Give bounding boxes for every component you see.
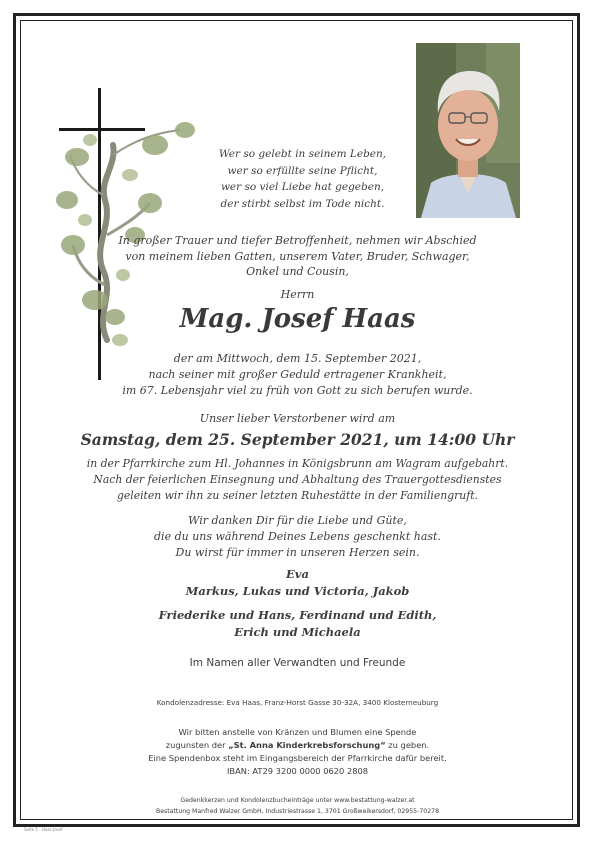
wake-date: Samstag, dem 25. September 2021, um 14:00 Uhr	[80, 430, 515, 449]
ceremony-line: in der Pfarrkirche zum Hl. Johannes in Königsbrunn am Wagram aufgebahrt.	[86, 457, 509, 470]
deceased-name: Mag. Josef Haas	[179, 304, 416, 334]
death-line: im 67. Lebensjahr viel zu früh von Gott zu sich berufen wurde.	[122, 384, 473, 397]
family-group-1	[0, 566, 595, 600]
footer-line: Gedenkkerzen und Kondolenzbucheinträge unter www.bestattung-walzer.at	[180, 797, 415, 804]
relatives-line: Im Namen aller Verwandten und Freunde	[189, 657, 406, 669]
condolence-address: Kondolenzadresse: Eva Haas, Franz-Horst Gasse 30-32A, 3400 Klosterneuburg	[156, 698, 439, 707]
poem-line: wer so erfüllte seine Pflicht,	[227, 164, 378, 177]
donation-line: Eine Spendenbox steht im Eingangsbereich der Pfarrkirche dafür bereit.	[148, 753, 447, 763]
donation-line	[0, 739, 595, 752]
ceremony-text	[0, 456, 595, 504]
donation-block	[0, 726, 595, 778]
thanks-line: Wir danken Dir für die Liebe und Güte,	[188, 514, 407, 527]
intro-line: Onkel und Cousin,	[246, 265, 349, 278]
print-id: Seite 1 · Haas Josef	[24, 827, 63, 832]
intro-line: von meinem lieben Gatten, unserem Vater, Bruder, Schwager,	[125, 249, 470, 263]
thanks-text	[0, 513, 595, 561]
portrait-image	[416, 43, 520, 218]
intro-line: In großer Trauer und tiefer Betroffenheit, nehmen wir Abschied	[118, 234, 477, 247]
family-line: Erich und Michaela	[234, 625, 361, 639]
thanks-line: Du wirst für immer in unseren Herzen sein.	[175, 546, 420, 559]
poem	[200, 146, 405, 212]
ceremony-line: Nach der feierlichen Einsegnung und Abhaltung des Trauergottesdienstes	[93, 473, 502, 486]
donation-org: „St. Anna Kinderkrebsforschung“	[228, 740, 386, 750]
family-line: Markus, Lukas und Victoria, Jakob	[185, 584, 410, 598]
death-line: der am Mittwoch, dem 15. September 2021,	[173, 352, 422, 365]
family-line: Eva	[286, 567, 309, 581]
poem-line: wer so viel Liebe hat gegeben,	[220, 181, 385, 193]
footer-line: Bestattung Manfred Walzer GmbH, Industriestrasse 1, 3701 Großweikersdorf, 02955-70278	[155, 808, 440, 815]
intro-text	[0, 233, 595, 280]
death-line: nach seiner mit großer Geduld ertragener Krankheit,	[148, 368, 447, 381]
ceremony-line: geleiten wir ihn zu seiner letzten Ruhestätte in der Familiengruft.	[116, 489, 479, 502]
wake-intro: Unser lieber Verstorbener wird am	[199, 412, 396, 425]
iban: IBAN: AT29 3200 0000 0620 2808	[226, 766, 369, 776]
footer	[0, 795, 595, 817]
salutation: Herrn	[280, 288, 315, 301]
poem-line: der stirbt selbst im Tode nicht.	[220, 197, 385, 210]
family-line: Friederike und Hans, Ferdinand und Edith,	[158, 608, 437, 622]
donation-line: Wir bitten anstelle von Kränzen und Blumen eine Spende	[178, 727, 417, 737]
donation-prefix: zugunsten der	[165, 740, 229, 750]
thanks-line: die du uns während Deines Lebens geschenkt hast.	[154, 530, 441, 543]
family-group-2	[0, 607, 595, 641]
death-text	[0, 351, 595, 399]
poem-line: Wer so gelebt in seinem Leben,	[218, 148, 387, 160]
donation-suffix: zu geben.	[385, 740, 430, 750]
portrait-photo	[416, 43, 520, 218]
